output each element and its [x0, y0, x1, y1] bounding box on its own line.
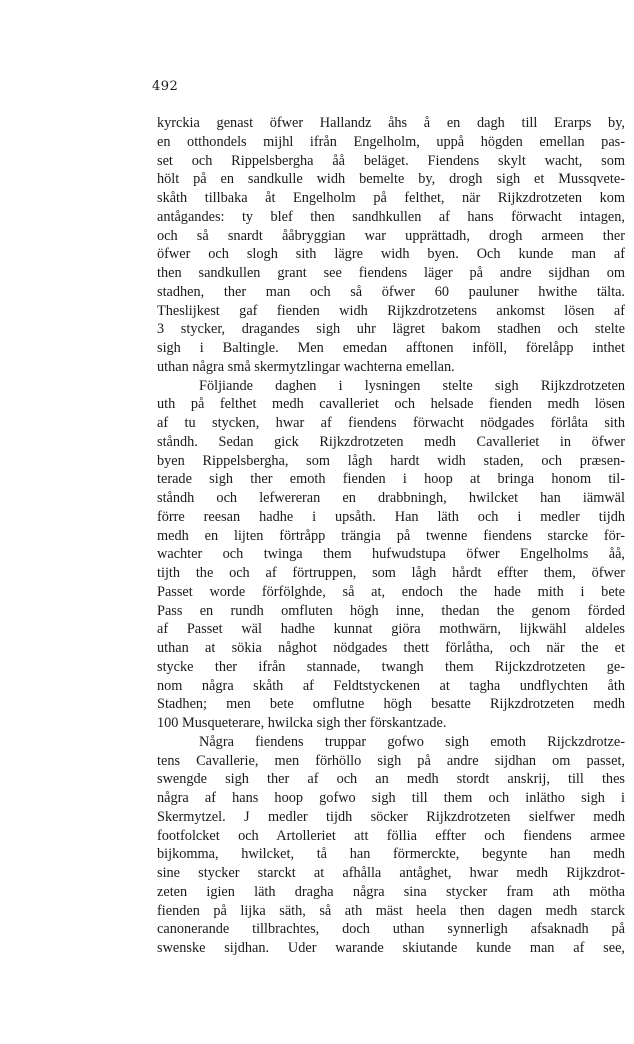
text-line: medh en lijten förtråpp trängia på twenne fiendens starcke för- — [157, 527, 625, 544]
text-line: hölt på en sandkulle widh bemelte by, drogh sigh et Mussqvete- — [157, 171, 625, 188]
text-line: byen Rippelsbergha, som lågh hardt widh staden, och præsen- — [157, 452, 625, 469]
text-line: af Passet wäl hadhe kunnat giöra mothwärn, lijkwähl aldeles — [157, 621, 625, 638]
text-line: Skermytzel. J medler tijdh söcker Rijkzdrotzeten sielfwer medh — [157, 808, 625, 825]
text-line: uth på felthet medh cavalleriet och helsade fienden medh lösen — [157, 396, 625, 413]
text-line: och så snardt ååbryggian war upprättadh, drogh armeen ther — [157, 227, 625, 244]
text-line: Några fiendens truppar gofwo sigh emoth Rijckzdrotze- — [199, 733, 625, 750]
text-line: antågandes: ty blef then sandhkullen af hans förwacht intagen, — [157, 208, 625, 225]
text-line: bijkomma, hwilcket, tå han förmerckte, begynte han medh — [157, 846, 625, 863]
text-line: footfolcket och Artolleriet att föllia effter och fiendens armee — [157, 827, 625, 844]
text-line: stycke ther ifrån stannade, twangh them Rijckzdrotzeten ge- — [157, 658, 625, 675]
text-line: Passet worde förfölghde, så at, endoch the hade mith i bete — [157, 583, 625, 600]
text-line: Theslijkest gaf fienden widh Rijkzdrotzetens ankomst lösen af — [157, 302, 625, 319]
text-line: 100 Musqueterare, hwilcka sigh ther förskantzade. — [157, 715, 447, 731]
text-line: fienden på lijka säth, så ath mäst heela then dagen medh starck — [157, 902, 625, 919]
text-line: Följiande daghen i lysningen stelte sigh Rijkzdrotzeten — [199, 377, 625, 394]
text-line: nom några skåth af Feldtstyckenen at tagha undflychten åth — [157, 677, 625, 694]
text-line: en otthondels mijhl ifrån Engelholm, uppå högden emellan pas- — [157, 133, 625, 150]
text-line: ståndh och lefwereran en drabbningh, hwilcket han iämwäl — [157, 490, 625, 506]
text-line: swenske sijdhan. Uder warande skiutande kunde man af see, — [157, 940, 625, 956]
text-line: förre reesan hadhe i upsåth. Han läth och i medler tijdh — [157, 508, 625, 525]
text-line: tens Cavallerie, men förhöllo sigh på andre sijdhan om passet, — [157, 752, 625, 769]
text-line: några af hans hoop gofwo sigh till them och inlätho sigh i — [157, 790, 625, 806]
text-line: sigh i Baltingle. Men emedan afftonen inföll, förelåpp inthet — [157, 340, 625, 356]
text-line: canonerande tillbrachtes, doch uthan synnerligh afsaknadh på — [157, 921, 625, 938]
text-line: ståndh. Sedan gick Rijkzdrotzeten medh Cavalleriet in öfwer — [157, 433, 625, 450]
text-line: terade sigh ther emoth fienden i hoop at bringa honom til- — [157, 471, 625, 488]
body-text — [157, 114, 625, 958]
text-line: skåth tillbaka åt Engelholm på felthet, när Rijkzdrotzeten kom — [157, 190, 625, 206]
text-line: stadhen, ther man och så öfwer 60 pauluner hwithe tälta. — [157, 283, 625, 300]
text-line: öfwer och slogh sith lägre widh byen. Och kunde man af — [157, 246, 625, 263]
text-line: zeten igien läth dragha några sina stycker fram ath mötha — [157, 883, 625, 900]
text-line: kyrckia genast öfwer Hallandz åhs å en dagh till Erarps by, — [157, 115, 625, 131]
text-line: sine stycker starckt at afhålla antåghet, hwar medh Rijkzdrot- — [157, 865, 625, 881]
text-line: uthan at sökia någhot nödgades thett förlåtha, och när the et — [157, 640, 625, 656]
text-line: set och Rippelsbergha åå beläget. Fiendens skylt wacht, som — [157, 152, 625, 169]
text-line: Pass en rundh omfluten högh inne, thedan the genom förded — [157, 602, 625, 619]
text-line: swengde sigh ther af och an medh stordt anskrij, till thes — [157, 771, 625, 788]
text-line: af tu stycken, hwar af fiendens förwacht nödgades förlåta sith — [157, 415, 625, 431]
text-line: tijth the och af förtruppen, som lågh hårdt effter them, öfwer — [157, 565, 625, 581]
text-line: then sandkullen grant see fiendens läger på andre sijdhan om — [157, 265, 625, 281]
text-line: uthan några små skermytzlingar wachterna emellan. — [157, 358, 455, 375]
text-line: 3 stycker, dragandes sigh uhr lägret bakom stadhen och stelte — [157, 321, 625, 338]
text-line: wachter och twinga them hufwudstupa öfwer Engelholms åå, — [157, 546, 625, 563]
text-line: Stadhen; men bete omflutne högh besatte Rijkzdrotzeten medh — [157, 696, 625, 713]
page-number: 492 — [152, 79, 179, 94]
